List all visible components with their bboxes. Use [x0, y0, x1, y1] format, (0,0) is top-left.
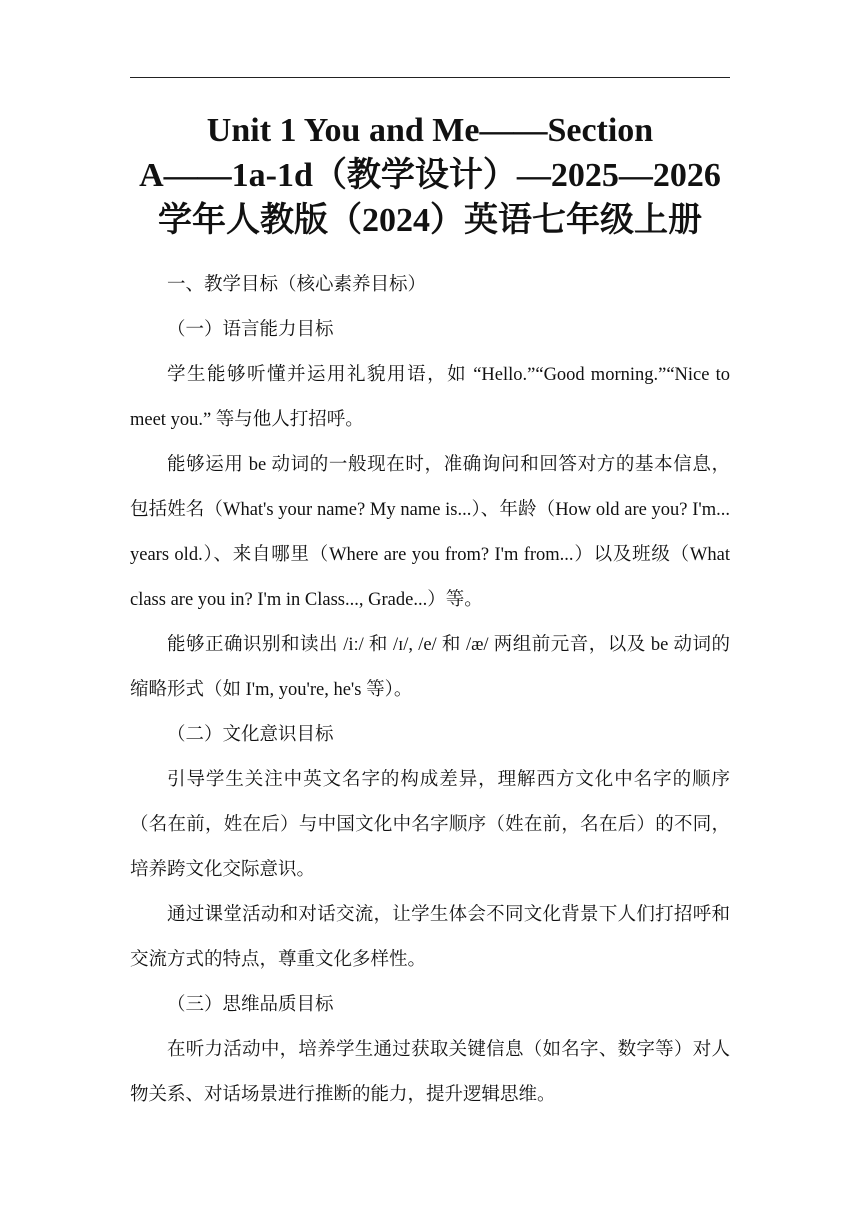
body-paragraph: 学生能够听懂并运用礼貌用语，如 “Hello.”“Good morning.”“Nice to meet you.” 等与他人打招呼。 [130, 365, 730, 430]
body-paragraph: 引导学生关注中英文名字的构成差异，理解西方文化中名字的顺序（名在前，姓在后）与中国文化中名字顺序（姓在前，名在后）的不同，培养跨文化交际意识。 [130, 770, 730, 880]
title-line: A——1a-1d（教学设计）—2025—2026 [139, 157, 721, 194]
title-line: Unit 1 You and Me——Section [206, 112, 654, 149]
subsection-heading: （三）思维品质目标 [167, 995, 334, 1015]
section-heading: 一、教学目标（核心素养目标） [167, 275, 427, 295]
document-body [130, 263, 730, 1118]
subsection-heading: （二）文化意识目标 [167, 725, 334, 745]
body-paragraph: 能够运用 be 动词的一般现在时，准确询问和回答对方的基本信息，包括姓名（What's your name? My name is...）、年龄（How old are you? I'm... years old.）、来自哪里（Where are you from? I'm from...）以及班级（What class are you in? I'm in Class..., Grade...）等。 [130, 455, 730, 610]
header-rule [130, 77, 730, 78]
title-line: 学年人教版（2024）英语七年级上册 [158, 202, 702, 239]
document-title [118, 108, 742, 243]
body-paragraph: 通过课堂活动和对话交流，让学生体会不同文化背景下人们打招呼和交流方式的特点，尊重文化多样性。 [130, 905, 730, 970]
body-paragraph: 能够正确识别和读出 /iː/ 和 /ɪ/, /e/ 和 /æ/ 两组前元音，以及 be 动词的缩略形式（如 I'm, you're, he's 等）。 [130, 635, 730, 700]
subsection-heading: （一）语言能力目标 [167, 320, 334, 340]
body-paragraph: 在听力活动中，培养学生通过获取关键信息（如名字、数字等）对人物关系、对话场景进行推断的能力，提升逻辑思维。 [130, 1040, 730, 1105]
